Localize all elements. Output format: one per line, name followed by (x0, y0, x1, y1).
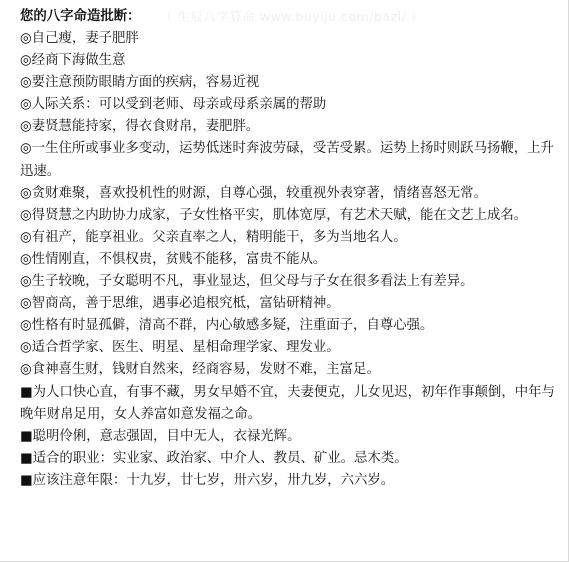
reading-line: ◎妻贤慧能持家，得衣食财帛，妻肥胖。 (20, 119, 260, 135)
reading-line: ■适合的职业：实业家、政治家、中介人、教员、矿业。忌木类。 (20, 450, 408, 466)
reading-line: ◎一生住所或事业多变动，运势低迷时奔波劳碌，受苦受累。运势上扬时则跃马扬鞭，上升迅速。 (20, 141, 554, 179)
title-row (20, 6, 560, 28)
page-title: 您的八字命造批断： (20, 9, 141, 24)
reading-line: ◎智商高，善于思维，遇事必追根究柢，富钻研精神。 (20, 296, 340, 312)
reading-line: ◎性格有时显孤僻，清高不群，内心敏感多疑，注重面子，自尊心强。 (20, 318, 434, 334)
reading-line: ◎经商下海做生意 (20, 53, 126, 69)
reading-line: ■应该注意年限：十九岁，廿七岁，卅六岁，卅九岁，六六岁。 (20, 472, 395, 488)
watermark: （ 生辰八字算命 www.buyiju.com/bazi/ ） (160, 9, 424, 24)
reading-line: ◎贪财难聚，喜欢投机性的财源，自尊心强，较重视外表穿著，情绪喜怒无常。 (20, 185, 487, 201)
reading-line: ◎适合哲学家、医生、明星、星相命理学家、理发业。 (20, 340, 340, 356)
reading-line: ◎人际关系：可以受到老师、母亲或母系亲属的帮助 (20, 97, 327, 113)
reading-line: ◎食神喜生财，钱财自然来，经商容易，发财不难，主富足。 (20, 362, 380, 378)
reading-line: ◎性情刚直，不惧权贵，贫贱不能移，富贵不能从。 (20, 251, 327, 267)
reading-line: ◎生子较晚，子女聪明不凡，事业显达，但父母与子女在很多看法上有差异。 (20, 274, 474, 290)
reading-line: ◎自己瘦，妻子肥胖 (20, 31, 139, 46)
reading-list (20, 28, 560, 492)
reading-line: ■为人口快心直，有事不藏，男女早婚不宜，夫妻便克，儿女见迟，初年作事颠倒，中年与晚年财帛足用，女人养富如意发福之命。 (20, 384, 555, 422)
reading-line: ◎有祖产，能享祖业。父亲直率之人，精明能干，多为当地名人。 (20, 229, 407, 245)
reading-line: ◎得贤慧之内助协力成家，子女性格平实，肌体宽厚，有艺术天赋，能在文艺上成名。 (20, 207, 528, 223)
reading-line: ◎要注意预防眼睛方面的疾病，容易近视 (20, 75, 260, 91)
reading-line: ■聪明伶俐，意志强固，目中无人，衣禄光辉。 (20, 428, 301, 444)
